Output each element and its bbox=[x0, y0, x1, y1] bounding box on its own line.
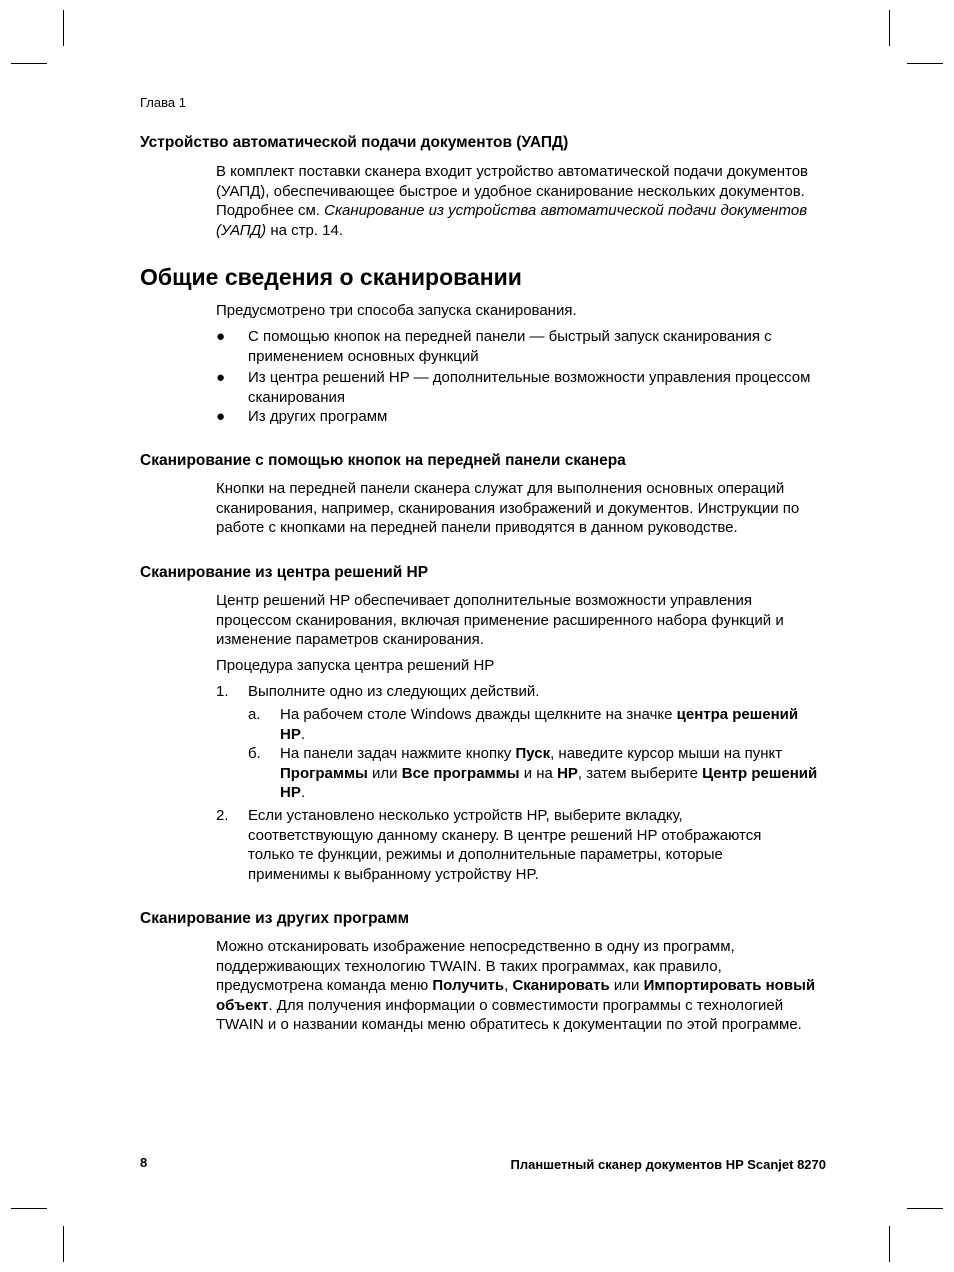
crop-mark bbox=[63, 10, 64, 46]
overview-intro: Предусмотрено три способа запуска сканирования. bbox=[216, 302, 577, 319]
bullet-icon: ● bbox=[216, 408, 226, 425]
crop-mark bbox=[907, 63, 943, 64]
chapter-label: Глава 1 bbox=[140, 95, 186, 110]
page-title: Общие сведения о сканировании bbox=[140, 264, 522, 290]
list-item-text: Из центра решений HP — дополнительные возможности управления процессом сканирования bbox=[248, 369, 811, 406]
adf-cross-reference: Сканирование из устройства автоматической подачи документов (УАПД) bbox=[216, 202, 808, 239]
step-text: Выполните одно из следующих действий. bbox=[248, 683, 540, 700]
adf-text: В комплект поставки сканера входит устройство автоматической подачи документов (УАПД), обеспечивающее быстрое и удобное сканирование нескольких документов. Подробнее см. bbox=[216, 163, 809, 219]
bullet-icon: ● bbox=[216, 328, 226, 345]
step-text: Если установлено несколько устройств HP, выберите вкладку, соответствующую данному сканеру. В центре решений HP отображаются только те функции, режимы и дополнительные параметры, которые применимы к выбранному устройству HP. bbox=[248, 807, 762, 883]
substep-letter: а. bbox=[248, 706, 261, 723]
crop-mark bbox=[11, 1208, 47, 1209]
section-heading-solution-center: Сканирование из центра решений HP bbox=[140, 564, 429, 581]
adf-text-end: на стр. 14. bbox=[266, 221, 344, 239]
list-item-text: С помощью кнопок на передней панели — быстрый запуск сканирования с применением основных функций bbox=[248, 328, 772, 365]
crop-mark bbox=[11, 63, 47, 64]
crop-mark bbox=[889, 1226, 890, 1262]
section-heading-adf: Устройство автоматической подачи документов (УАПД) bbox=[140, 134, 569, 151]
other-programs-paragraph: Можно отсканировать изображение непосредственно в одну из программ, поддерживающих технологию TWAIN. В таких программах, как правило, предусмотрена команда меню Получить, Сканировать или Импортировать новый объект. Для получения информации о совместимости программы с технологией TWAIN и о названии команды меню обратитесь к документации по этой программе. bbox=[216, 938, 816, 1033]
step-number: 2. bbox=[216, 807, 229, 824]
bullet-icon: ● bbox=[216, 369, 226, 386]
crop-mark bbox=[907, 1208, 943, 1209]
substep-text: На панели задач нажмите кнопку Пуск, наведите курсор мыши на пункт Программы или Все программы и на HP, затем выберите Центр решений HP. bbox=[280, 745, 818, 801]
crop-mark bbox=[63, 1226, 64, 1262]
adf-paragraph bbox=[216, 162, 836, 240]
list-item-text: Из других программ bbox=[248, 408, 388, 425]
section-heading-other-programs: Сканирование из других программ bbox=[140, 910, 410, 927]
crop-mark bbox=[889, 10, 890, 46]
procedure-label: Процедура запуска центра решений HP bbox=[216, 657, 495, 674]
page-number: 8 bbox=[140, 1155, 148, 1170]
step-number: 1. bbox=[216, 683, 229, 700]
solution-center-paragraph: Центр решений HP обеспечивает дополнительные возможности управления процессом сканирования, включая применение расширенного набора функций и изменение параметров сканирования. bbox=[216, 592, 784, 648]
substep-text: На рабочем столе Windows дважды щелкните на значке центра решений HP. bbox=[280, 706, 799, 743]
substep-letter: б. bbox=[248, 745, 261, 762]
front-panel-paragraph: Кнопки на передней панели сканера служат для выполнения основных операций сканирования, например, сканирования изображений и документов. Инструкции по работе с кнопками на передней панели приводятся в данном руководстве. bbox=[216, 480, 800, 536]
footer-title: Планшетный сканер документов HP Scanjet 8270 bbox=[510, 1157, 826, 1172]
section-heading-front-panel: Сканирование с помощью кнопок на передней панели сканера bbox=[140, 452, 626, 469]
